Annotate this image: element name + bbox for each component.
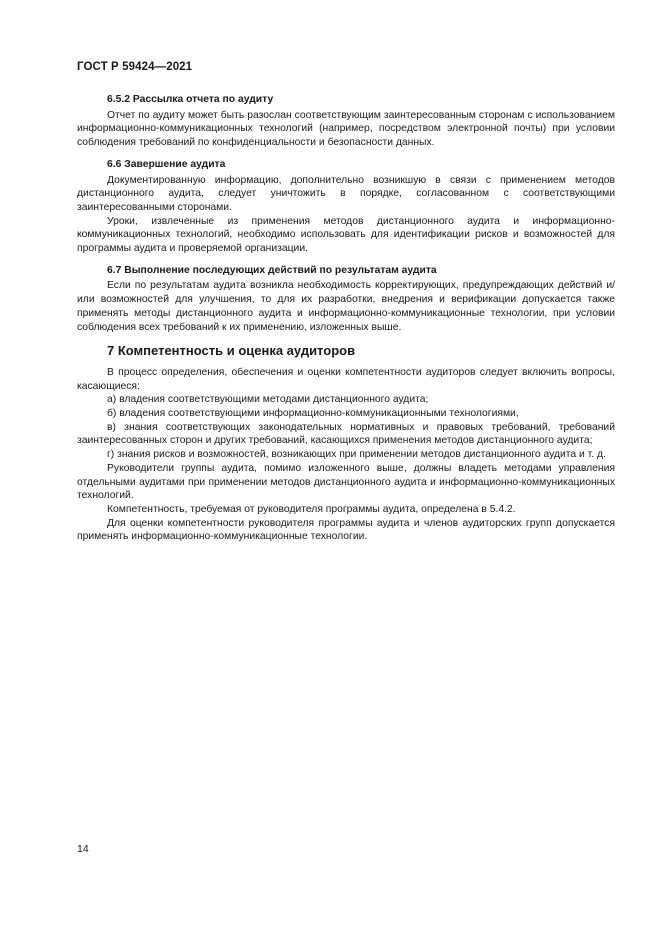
list-item-a: а) владения соответствующими методами дистанционного аудита; (107, 394, 429, 406)
list-item-b: б) владения соответствующими информационно-коммуникационными технологиями, (107, 408, 519, 420)
section-6-7-paragraph: Если по результатам аудита возникла необходимость корректирующих, предупреждающих действий и/или возможностей для улучшения, то для их разработки, внедрения и верификации допускается также применять методы дистанционного аудита и информационно-коммуникационные технологии, при условии соблюдения всех требований к их применению, изложенных выше. (77, 280, 615, 333)
section-6-5-2-paragraph: Отчет по аудиту может быть разослан соответствующим заинтересованным сторонам с использованием информационно-коммуникационных технологий (например, посредством электронной почты) при условии соблюдения требований по конфиденциальности и безопасности данных. (77, 109, 615, 149)
section-6-6-paragraph-1: Документированную информацию, дополнительно возникшую в связи с применением методов дистанционного аудита, следует уничтожить в порядке, согласованном с соответствующими заинтересованными сторонами. (77, 174, 615, 213)
section-6-6-heading: 6.6 Завершение аудита (107, 158, 226, 170)
standard-header: ГОСТ Р 59424—2021 (77, 61, 193, 73)
list-item-d: г) знания рисков и возможностей, возникающих при применении методов дистанционного аудита и т. д. (107, 449, 606, 461)
chapter-7-paragraph-4: Для оценки компетентности руководителя программы аудита и членов аудиторских групп допускается применять информационно-коммуникационные технологии. (77, 517, 615, 543)
page-content (77, 93, 615, 544)
page-number: 14 (77, 843, 89, 855)
section-6-5-2-heading: 6.5.2 Рассылка отчета по аудиту (107, 94, 274, 105)
chapter-7-intro: В процесс определения, обеспечения и оценки компетентности аудиторов следует включить вопросы, касающиеся: (77, 366, 615, 392)
chapter-7-paragraph-3: Компетентность, требуемая от руководителя программы аудита, определена в 5.4.2. (107, 503, 516, 515)
chapter-7-paragraph-2: Руководители группы аудита, помимо изложенного выше, должны владеть методами управления отдельными аудитами при применении методов дистанционного аудита и информационно-коммуникационных технологий. (77, 462, 615, 502)
chapter-7-heading: 7 Компетентность и оценка аудиторов (107, 343, 356, 359)
list-item-c: в) знания соответствующих законодательных нормативных и правовых требований, требований заинтересованных сторон и других требований, касающихся применения методов дистанционного аудита; (77, 421, 615, 447)
section-6-7-heading: 6.7 Выполнение последующих действий по результатам аудита (107, 264, 437, 276)
section-6-6-paragraph-2: Уроки, извлеченные из применения методов дистанционного аудита и информационно-коммуникационных технологий, необходимо использовать для идентификации рисков и возможностей для программы аудита и проверяемой организации. (77, 215, 615, 255)
